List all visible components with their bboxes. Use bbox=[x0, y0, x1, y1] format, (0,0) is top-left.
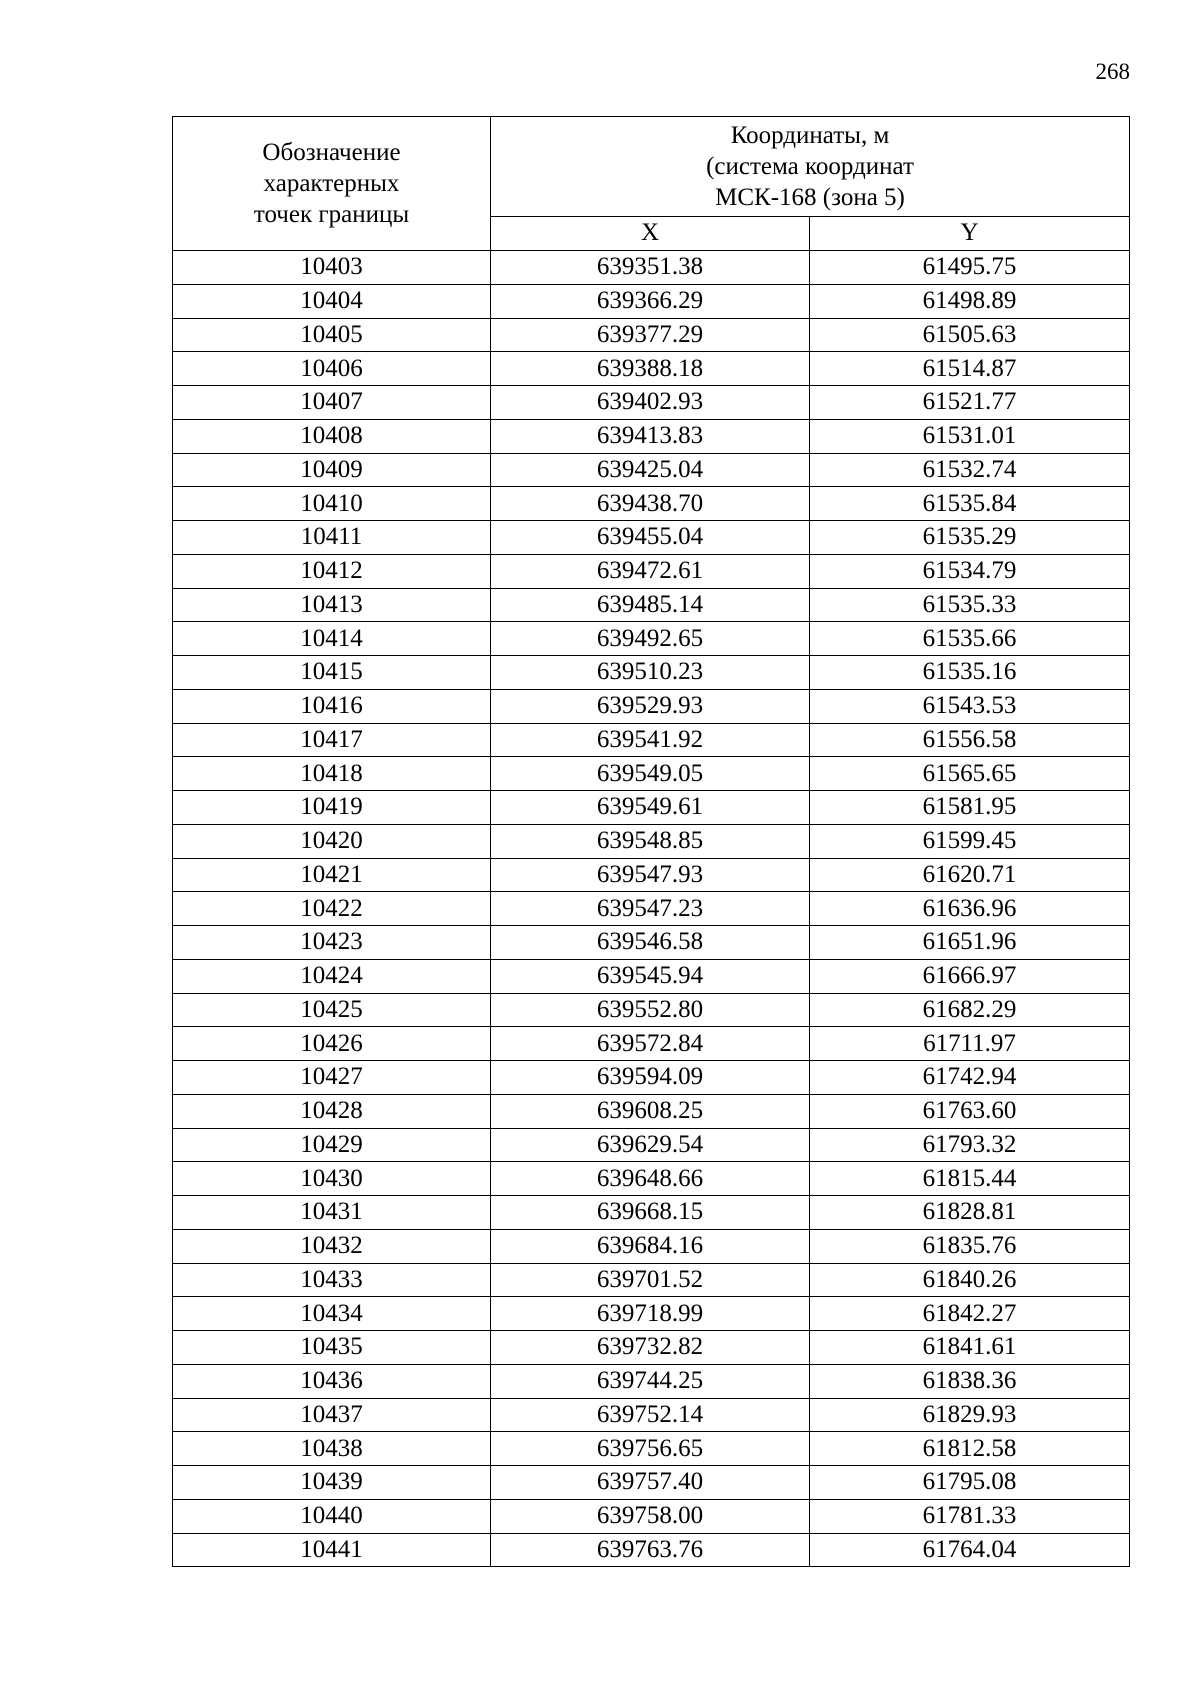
coords-header-line: Координаты, м bbox=[730, 121, 890, 149]
y-coordinate-cell: 61495.75 bbox=[810, 251, 1130, 285]
y-coordinate-cell: 61781.33 bbox=[810, 1499, 1130, 1533]
table-row bbox=[173, 689, 1130, 723]
x-coordinate-cell: 639608.25 bbox=[491, 1094, 810, 1128]
y-coordinate-cell: 61835.76 bbox=[810, 1229, 1130, 1263]
table-row bbox=[173, 1229, 1130, 1263]
point-id-cell: 10408 bbox=[173, 419, 491, 453]
point-header-line: характерных bbox=[263, 170, 400, 197]
table-row bbox=[173, 1331, 1130, 1365]
point-id-cell: 10416 bbox=[173, 689, 491, 723]
y-coordinate-cell: 61535.29 bbox=[810, 521, 1130, 555]
point-id-cell: 10435 bbox=[173, 1331, 491, 1365]
x-coordinate-cell: 639366.29 bbox=[491, 284, 810, 318]
point-id-cell: 10429 bbox=[173, 1128, 491, 1162]
x-coordinate-cell: 639744.25 bbox=[491, 1364, 810, 1398]
x-coordinate-cell: 639388.18 bbox=[491, 352, 810, 386]
point-id-cell: 10412 bbox=[173, 554, 491, 588]
x-coordinate-cell: 639718.99 bbox=[491, 1297, 810, 1331]
point-id-cell: 10441 bbox=[173, 1533, 491, 1567]
table-row bbox=[173, 1094, 1130, 1128]
point-id-cell: 10418 bbox=[173, 757, 491, 791]
table-row bbox=[173, 993, 1130, 1027]
y-coordinate-cell: 61535.16 bbox=[810, 656, 1130, 690]
y-coordinate-cell: 61556.58 bbox=[810, 723, 1130, 757]
table-row bbox=[173, 1364, 1130, 1398]
point-id-cell: 10405 bbox=[173, 318, 491, 352]
point-id-cell: 10415 bbox=[173, 656, 491, 690]
table-row bbox=[173, 1466, 1130, 1500]
point-id-cell: 10433 bbox=[173, 1263, 491, 1297]
y-coordinate-cell: 61829.93 bbox=[810, 1398, 1130, 1432]
y-coordinate-cell: 61532.74 bbox=[810, 453, 1130, 487]
x-coordinate-cell: 639763.76 bbox=[491, 1533, 810, 1567]
y-coordinate-cell: 61620.71 bbox=[810, 858, 1130, 892]
point-id-cell: 10414 bbox=[173, 622, 491, 656]
y-coordinate-cell: 61534.79 bbox=[810, 554, 1130, 588]
y-coordinate-cell: 61812.58 bbox=[810, 1432, 1130, 1466]
x-coordinate-cell: 639668.15 bbox=[491, 1196, 810, 1230]
y-coordinate-cell: 61742.94 bbox=[810, 1061, 1130, 1095]
x-column-header: X bbox=[491, 216, 810, 250]
y-coordinate-cell: 61838.36 bbox=[810, 1364, 1130, 1398]
point-id-cell: 10419 bbox=[173, 791, 491, 825]
table-row bbox=[173, 1499, 1130, 1533]
x-coordinate-cell: 639455.04 bbox=[491, 521, 810, 555]
table-row bbox=[173, 386, 1130, 420]
x-coordinate-cell: 639472.61 bbox=[491, 554, 810, 588]
point-designation-header bbox=[173, 117, 491, 251]
table-header bbox=[173, 117, 1130, 251]
x-coordinate-cell: 639351.38 bbox=[491, 251, 810, 285]
table-row bbox=[173, 824, 1130, 858]
x-coordinate-cell: 639547.93 bbox=[491, 858, 810, 892]
point-id-cell: 10439 bbox=[173, 1466, 491, 1500]
table-row bbox=[173, 656, 1130, 690]
x-coordinate-cell: 639594.09 bbox=[491, 1061, 810, 1095]
coords-header-line: МСК-168 (зона 5) bbox=[715, 183, 905, 211]
y-coordinate-cell: 61682.29 bbox=[810, 993, 1130, 1027]
y-coordinate-cell: 61521.77 bbox=[810, 386, 1130, 420]
x-coordinate-cell: 639572.84 bbox=[491, 1027, 810, 1061]
y-coordinate-cell: 61763.60 bbox=[810, 1094, 1130, 1128]
x-coordinate-cell: 639758.00 bbox=[491, 1499, 810, 1533]
point-id-cell: 10427 bbox=[173, 1061, 491, 1095]
y-coordinate-cell: 61514.87 bbox=[810, 352, 1130, 386]
x-coordinate-cell: 639510.23 bbox=[491, 656, 810, 690]
y-coordinate-cell: 61711.97 bbox=[810, 1027, 1130, 1061]
y-coordinate-cell: 61535.84 bbox=[810, 487, 1130, 521]
y-coordinate-cell: 61565.65 bbox=[810, 757, 1130, 791]
x-coordinate-cell: 639413.83 bbox=[491, 419, 810, 453]
table-row bbox=[173, 1162, 1130, 1196]
table-row bbox=[173, 588, 1130, 622]
point-id-cell: 10430 bbox=[173, 1162, 491, 1196]
point-id-cell: 10422 bbox=[173, 892, 491, 926]
x-coordinate-cell: 639648.66 bbox=[491, 1162, 810, 1196]
page-number: 268 bbox=[1095, 59, 1130, 84]
x-coordinate-cell: 639377.29 bbox=[491, 318, 810, 352]
table-row bbox=[173, 959, 1130, 993]
y-coordinate-cell: 61531.01 bbox=[810, 419, 1130, 453]
point-header-line: точек границы bbox=[253, 201, 410, 228]
point-id-cell: 10420 bbox=[173, 824, 491, 858]
table-row bbox=[173, 251, 1130, 285]
x-coordinate-cell: 639547.23 bbox=[491, 892, 810, 926]
y-coordinate-cell: 61651.96 bbox=[810, 926, 1130, 960]
y-coordinate-cell: 61505.63 bbox=[810, 318, 1130, 352]
point-id-cell: 10417 bbox=[173, 723, 491, 757]
y-column-header: Y bbox=[810, 216, 1130, 250]
point-id-cell: 10436 bbox=[173, 1364, 491, 1398]
point-id-cell: 10428 bbox=[173, 1094, 491, 1128]
coordinates-table bbox=[172, 116, 1130, 1567]
point-id-cell: 10425 bbox=[173, 993, 491, 1027]
table-row bbox=[173, 352, 1130, 386]
point-id-cell: 10440 bbox=[173, 1499, 491, 1533]
x-coordinate-cell: 639402.93 bbox=[491, 386, 810, 420]
table-row bbox=[173, 1128, 1130, 1162]
table-row bbox=[173, 419, 1130, 453]
table-row bbox=[173, 858, 1130, 892]
table-row bbox=[173, 521, 1130, 555]
point-id-cell: 10410 bbox=[173, 487, 491, 521]
table-row bbox=[173, 757, 1130, 791]
table-row bbox=[173, 622, 1130, 656]
table-row bbox=[173, 554, 1130, 588]
x-coordinate-cell: 639485.14 bbox=[491, 588, 810, 622]
point-id-cell: 10413 bbox=[173, 588, 491, 622]
x-coordinate-cell: 639752.14 bbox=[491, 1398, 810, 1432]
y-coordinate-cell: 61764.04 bbox=[810, 1533, 1130, 1567]
x-coordinate-cell: 639492.65 bbox=[491, 622, 810, 656]
table-row bbox=[173, 892, 1130, 926]
table-row bbox=[173, 284, 1130, 318]
table-row bbox=[173, 1027, 1130, 1061]
point-id-cell: 10406 bbox=[173, 352, 491, 386]
point-id-cell: 10426 bbox=[173, 1027, 491, 1061]
coords-header-line: (система координат bbox=[706, 152, 914, 180]
x-coordinate-cell: 639549.61 bbox=[491, 791, 810, 825]
x-coordinate-cell: 639552.80 bbox=[491, 993, 810, 1027]
x-coordinate-cell: 639546.58 bbox=[491, 926, 810, 960]
table-row bbox=[173, 1432, 1130, 1466]
x-coordinate-cell: 639756.65 bbox=[491, 1432, 810, 1466]
y-coordinate-cell: 61793.32 bbox=[810, 1128, 1130, 1162]
y-coordinate-cell: 61795.08 bbox=[810, 1466, 1130, 1500]
table-row bbox=[173, 453, 1130, 487]
y-coordinate-cell: 61828.81 bbox=[810, 1196, 1130, 1230]
y-coordinate-cell: 61599.45 bbox=[810, 824, 1130, 858]
y-coordinate-cell: 61666.97 bbox=[810, 959, 1130, 993]
table-row bbox=[173, 487, 1130, 521]
y-coordinate-cell: 61581.95 bbox=[810, 791, 1130, 825]
y-coordinate-cell: 61535.66 bbox=[810, 622, 1130, 656]
table-row bbox=[173, 1061, 1130, 1095]
y-coordinate-cell: 61636.96 bbox=[810, 892, 1130, 926]
point-id-cell: 10434 bbox=[173, 1297, 491, 1331]
point-id-cell: 10421 bbox=[173, 858, 491, 892]
x-coordinate-cell: 639549.05 bbox=[491, 757, 810, 791]
point-id-cell: 10404 bbox=[173, 284, 491, 318]
x-coordinate-cell: 639529.93 bbox=[491, 689, 810, 723]
point-id-cell: 10437 bbox=[173, 1398, 491, 1432]
point-id-cell: 10432 bbox=[173, 1229, 491, 1263]
point-id-cell: 10409 bbox=[173, 453, 491, 487]
point-id-cell: 10424 bbox=[173, 959, 491, 993]
y-coordinate-cell: 61543.53 bbox=[810, 689, 1130, 723]
x-coordinate-cell: 639548.85 bbox=[491, 824, 810, 858]
point-id-cell: 10403 bbox=[173, 251, 491, 285]
coordinates-header bbox=[491, 117, 1130, 217]
point-id-cell: 10423 bbox=[173, 926, 491, 960]
table-row bbox=[173, 1398, 1130, 1432]
y-coordinate-cell: 61498.89 bbox=[810, 284, 1130, 318]
table-row bbox=[173, 791, 1130, 825]
x-coordinate-cell: 639701.52 bbox=[491, 1263, 810, 1297]
y-coordinate-cell: 61535.33 bbox=[810, 588, 1130, 622]
y-coordinate-cell: 61840.26 bbox=[810, 1263, 1130, 1297]
x-coordinate-cell: 639757.40 bbox=[491, 1466, 810, 1500]
x-coordinate-cell: 639425.04 bbox=[491, 453, 810, 487]
x-coordinate-cell: 639545.94 bbox=[491, 959, 810, 993]
x-coordinate-cell: 639541.92 bbox=[491, 723, 810, 757]
table-row bbox=[173, 1196, 1130, 1230]
point-id-cell: 10431 bbox=[173, 1196, 491, 1230]
y-coordinate-cell: 61841.61 bbox=[810, 1331, 1130, 1365]
point-id-cell: 10407 bbox=[173, 386, 491, 420]
x-coordinate-cell: 639438.70 bbox=[491, 487, 810, 521]
table-body bbox=[173, 251, 1130, 1567]
table-row bbox=[173, 1297, 1130, 1331]
x-coordinate-cell: 639732.82 bbox=[491, 1331, 810, 1365]
y-coordinate-cell: 61815.44 bbox=[810, 1162, 1130, 1196]
table-row bbox=[173, 723, 1130, 757]
table-row bbox=[173, 1263, 1130, 1297]
point-header-line: Обозначение bbox=[262, 139, 401, 166]
y-coordinate-cell: 61842.27 bbox=[810, 1297, 1130, 1331]
point-id-cell: 10411 bbox=[173, 521, 491, 555]
table-row bbox=[173, 318, 1130, 352]
x-coordinate-cell: 639684.16 bbox=[491, 1229, 810, 1263]
point-id-cell: 10438 bbox=[173, 1432, 491, 1466]
x-coordinate-cell: 639629.54 bbox=[491, 1128, 810, 1162]
table-row bbox=[173, 1533, 1130, 1567]
table-row bbox=[173, 926, 1130, 960]
